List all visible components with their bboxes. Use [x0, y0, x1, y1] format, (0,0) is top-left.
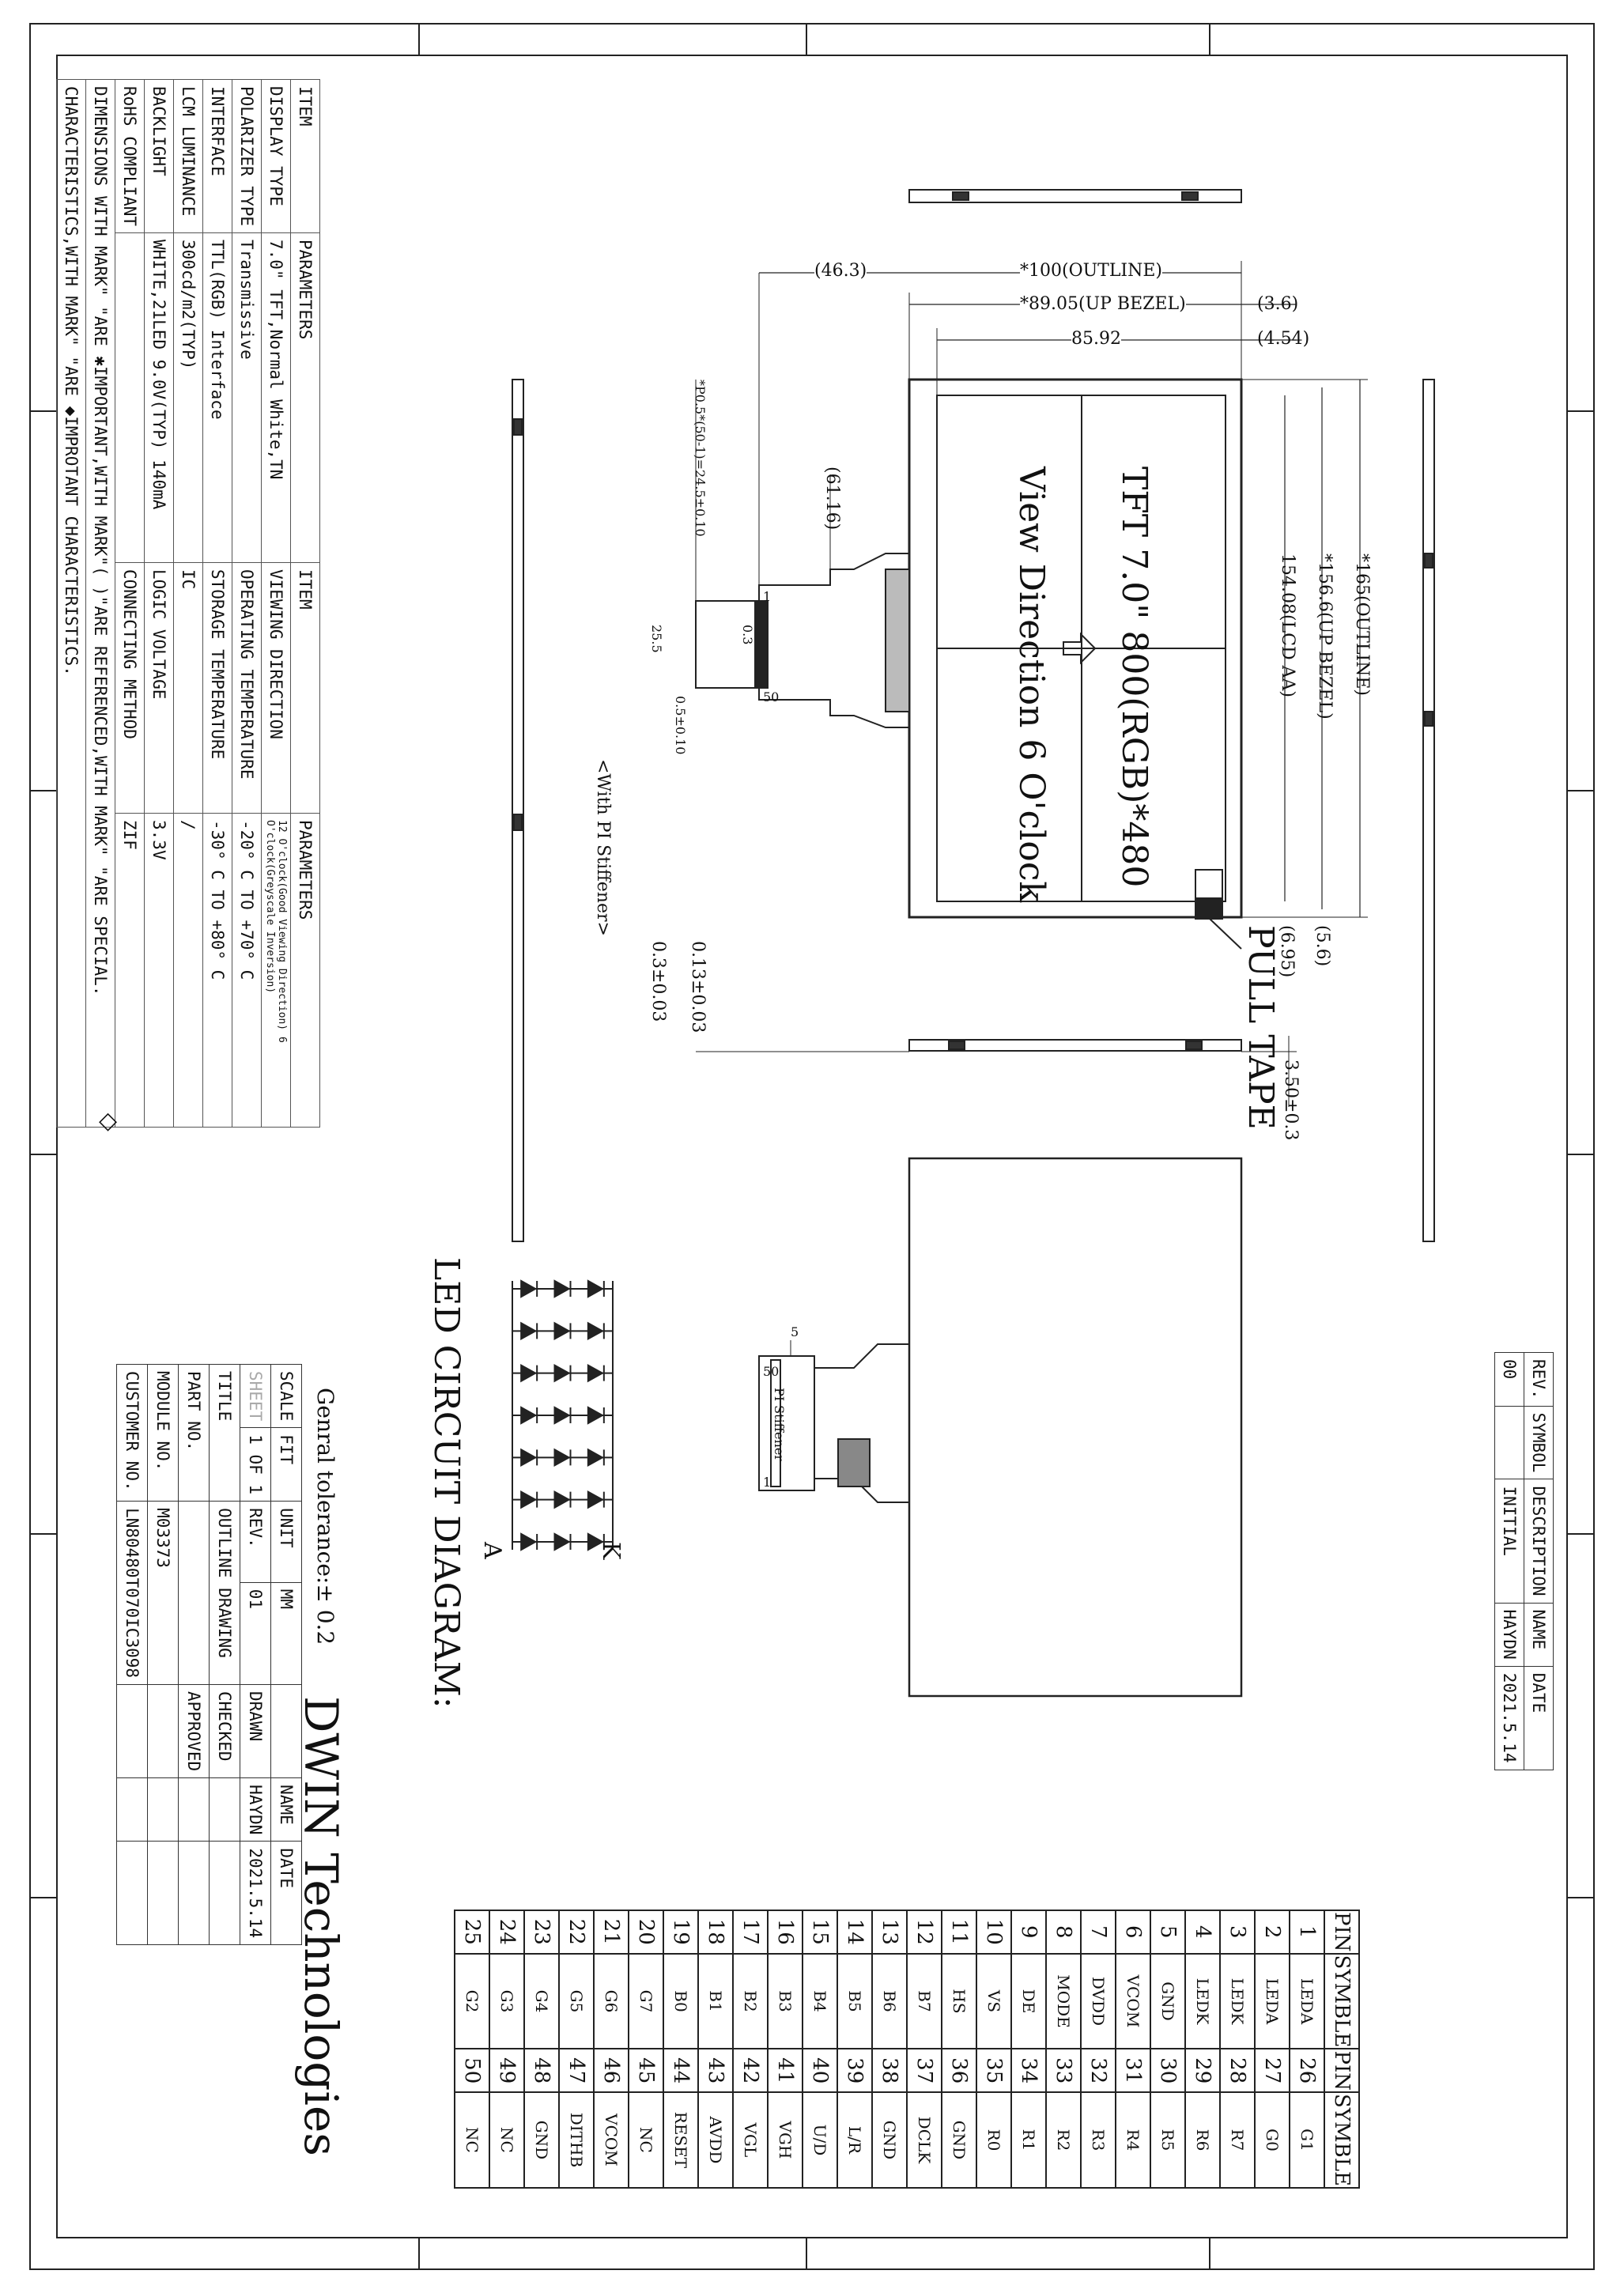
- side-view-strip-left: [512, 380, 523, 1241]
- revision-row: [1495, 1353, 1524, 1770]
- led-diode: [555, 1407, 571, 1423]
- stiffener-pin-1: 1: [763, 1475, 772, 1490]
- pin-symbol: LEDA: [1255, 1954, 1290, 2049]
- rev-h-name: NAME: [1524, 1603, 1554, 1666]
- led-diode: [588, 1366, 604, 1381]
- led-diode: [555, 1534, 571, 1550]
- pin-h-2: SYMBLE: [1324, 1954, 1359, 2049]
- checked-label: CHECKED: [210, 1685, 240, 1778]
- spec-cell: DISPLAY TYPE: [262, 80, 291, 233]
- spec-row: [232, 80, 262, 1128]
- pin-symbol: R4: [1116, 2092, 1150, 2188]
- part-label: PART NO.: [179, 1365, 210, 1502]
- pin-table: [454, 1910, 1360, 2189]
- pin-symbol: DITHB: [559, 2092, 594, 2188]
- spec-row: [145, 80, 174, 1128]
- blank: [117, 1778, 148, 1842]
- pin-number: 25: [455, 1910, 489, 1954]
- pin-symbol: R7: [1220, 2092, 1255, 2188]
- rev-label: REV.: [240, 1502, 271, 1583]
- sheet-label: SHEET: [240, 1365, 271, 1428]
- dim-fpc-0-5: 0.5±0.10: [673, 696, 688, 755]
- pin-number: 15: [803, 1910, 837, 1954]
- pin-symbol: MODE: [1046, 1954, 1081, 2049]
- title-value: OUTLINE DRAWING: [210, 1502, 240, 1685]
- led-diode: [555, 1281, 571, 1297]
- side-view-strip-right: [1423, 380, 1434, 1241]
- pin-number: 46: [594, 2049, 629, 2092]
- pin-number: 28: [1220, 2049, 1255, 2092]
- pin-number: 34: [1011, 2049, 1046, 2092]
- pin-number: 40: [803, 2049, 837, 2092]
- led-diode: [521, 1449, 537, 1465]
- pin-number: 42: [733, 2049, 768, 2092]
- title-row: [148, 1365, 179, 1945]
- pin-symbol: B2: [733, 1954, 768, 2049]
- spec-cell: POLARIZER TYPE: [232, 80, 262, 233]
- pin-row: [872, 1910, 907, 2188]
- pin-number: 33: [1046, 2049, 1081, 2092]
- special-mark-diamond: ◇: [99, 1107, 118, 1135]
- pin-number: 35: [976, 2049, 1011, 2092]
- pin-symbol: R2: [1046, 2092, 1081, 2188]
- pin-number: 17: [733, 1910, 768, 1954]
- spec-table-wrap: [56, 79, 320, 1128]
- pin-row: [489, 1910, 524, 2188]
- unit-label: UNIT: [271, 1502, 302, 1583]
- pin-symbol: B5: [837, 1954, 872, 2049]
- led-diode: [588, 1407, 604, 1423]
- pin-symbol: VS: [976, 1954, 1011, 2049]
- pull-tape-label: PULL TAPE: [1241, 925, 1281, 1130]
- spec-header-row: [291, 80, 320, 1128]
- spec-note-1: DIMENSIONS WITH MARK" "ARE ✱IMPORTANT,WITH MARK"( )"ARE REFERENCED,WITH MARK" "ARE SPECIAL.: [86, 80, 115, 1128]
- pin-symbol: LEDA: [1290, 1954, 1324, 2049]
- spec-h-item1: ITEM: [291, 80, 320, 233]
- pin-row: [1011, 1910, 1046, 2188]
- pin-symbol: LEDK: [1185, 1954, 1220, 2049]
- title-label: TITLE: [210, 1365, 240, 1502]
- pin-number: 38: [872, 2049, 907, 2092]
- spec-cell: IC: [174, 563, 203, 814]
- pin-number: 21: [594, 1910, 629, 1954]
- spec-cell: VIEWING DIRECTION: [262, 563, 291, 814]
- sheet-value: 1 OF 1: [240, 1428, 271, 1502]
- dim-outline-width: *100(OUTLINE): [1020, 261, 1163, 281]
- pin-row: [1150, 1910, 1185, 2188]
- spec-cell: OPERATING TEMPERATURE: [232, 563, 262, 814]
- pin-header: [1324, 1910, 1359, 2188]
- pin-row: [733, 1910, 768, 2188]
- dim-left-offset: (46.3): [814, 261, 867, 281]
- spec-cell: [115, 233, 145, 563]
- led-circuit-title: LED CIRCUIT DIAGRAM:: [426, 1257, 466, 1709]
- title-block-table: [116, 1364, 302, 1945]
- rev-cell: 2021.5.14: [1495, 1666, 1524, 1770]
- spec-cell: RoHS COMPLIANT: [115, 80, 145, 233]
- led-diode: [588, 1323, 604, 1339]
- fpc-pin-50-label: 50: [763, 689, 780, 705]
- spec-cell: 300cd/m2(TYP): [174, 233, 203, 563]
- pin-symbol: G0: [1255, 2092, 1290, 2188]
- pin-row: [1116, 1910, 1150, 2188]
- pin-row: [907, 1910, 942, 2188]
- pin-symbol: R1: [1011, 2092, 1046, 2188]
- pin-symbol: DE: [1011, 1954, 1046, 2049]
- dim-fpc-pitch: *P0.5*(50-1)=24.5±0.10: [693, 380, 708, 537]
- pin-number: 47: [559, 2049, 594, 2092]
- customer-label: CUSTOMER NO.: [117, 1365, 148, 1502]
- pin-number: 31: [1116, 2049, 1150, 2092]
- spec-note-row: [57, 80, 86, 1128]
- pin-number: 7: [1081, 1910, 1116, 1954]
- rev-h-symbol: SYMBOL: [1524, 1406, 1554, 1479]
- pin-row: [942, 1910, 976, 2188]
- pin-symbol: AVDD: [698, 2092, 733, 2188]
- pin-number: 16: [768, 1910, 803, 1954]
- title-row: [271, 1365, 302, 1945]
- drawn-date: 2021.5.14: [240, 1842, 271, 1945]
- stiffener-label: PI Stiffener: [772, 1388, 787, 1461]
- fpc-pin-1-label: 1: [763, 589, 772, 604]
- led-diode: [588, 1449, 604, 1465]
- pin-row: [1185, 1910, 1220, 2188]
- dim-bezel-width: *89.05(UP BEZEL): [1020, 294, 1186, 314]
- scale-label: SCALE: [271, 1365, 302, 1428]
- pin-symbol: B3: [768, 1954, 803, 2049]
- rev-cell: INITIAL: [1495, 1479, 1524, 1603]
- blank: [148, 1778, 179, 1842]
- dim-fpc-25-5: 25.5: [649, 625, 664, 653]
- blank: [148, 1842, 179, 1945]
- dim-fpc-length: (61.16): [822, 467, 842, 531]
- pull-tape-rect: [1195, 870, 1222, 898]
- pin-row: [629, 1910, 663, 2188]
- led-diagram: [512, 1281, 613, 1550]
- spec-row: [203, 80, 232, 1128]
- dim-right-3-6: (3.6): [1257, 294, 1299, 314]
- general-tolerance: Genral tolerance:± 0.2: [312, 1388, 338, 1645]
- name-header: NAME: [271, 1778, 302, 1842]
- pin-row: [698, 1910, 733, 2188]
- pin-table-wrap: [454, 1910, 1360, 2189]
- led-diode: [555, 1492, 571, 1508]
- customer-value: LN80480T070IC3098: [117, 1502, 148, 1685]
- pin-symbol: G5: [559, 1954, 594, 2049]
- pin-symbol: G7: [629, 1954, 663, 2049]
- stiffener-note: <With PI Stiffener>: [593, 759, 613, 936]
- led-cathode-label: K: [597, 1542, 625, 1560]
- pin-number: 20: [629, 1910, 663, 1954]
- blank: [117, 1842, 148, 1945]
- pin-row: [1220, 1910, 1255, 2188]
- pin-symbol: R6: [1185, 2092, 1220, 2188]
- pin-symbol: B7: [907, 1954, 942, 2049]
- pin-number: 36: [942, 2049, 976, 2092]
- spec-h-param1: PARAMETERS: [291, 233, 320, 563]
- pin-symbol: DCLK: [907, 2092, 942, 2188]
- pin-number: 24: [489, 1910, 524, 1954]
- pin-symbol: VCOM: [594, 2092, 629, 2188]
- title-row: [117, 1365, 148, 1945]
- pin-symbol: GND: [872, 2092, 907, 2188]
- panel-view-direction-text: View Direction 6 O'clock: [1011, 467, 1052, 903]
- pin-h-4: SYMBLE: [1324, 2092, 1359, 2188]
- pin-number: 6: [1116, 1910, 1150, 1954]
- led-diode: [521, 1407, 537, 1423]
- pin-number: 2: [1255, 1910, 1290, 1954]
- spec-cell: TTL(RGB) Interface: [203, 233, 232, 563]
- pin-symbol: B0: [663, 1954, 698, 2049]
- pin-number: 19: [663, 1910, 698, 1954]
- dim-thickness: 3.50±0.3: [1281, 1060, 1301, 1141]
- pin-symbol: G1: [1290, 2092, 1324, 2188]
- spec-row: [174, 80, 203, 1128]
- spec-cell: -20° C TO +70° C: [232, 814, 262, 1128]
- pin-number: 37: [907, 2049, 942, 2092]
- pin-symbol: GND: [942, 2092, 976, 2188]
- pin-number: 22: [559, 1910, 594, 1954]
- led-diode: [588, 1492, 604, 1508]
- pin-symbol: G3: [489, 1954, 524, 2049]
- pin-number: 10: [976, 1910, 1011, 1954]
- drawn-name: HAYDN: [240, 1778, 271, 1842]
- spec-cell: ZIF: [115, 814, 145, 1128]
- pin-symbol: G2: [455, 1954, 489, 2049]
- pin-number: 13: [872, 1910, 907, 1954]
- fpc-hatched-area: [886, 569, 909, 712]
- pin-row: [837, 1910, 872, 2188]
- pin-row: [594, 1910, 629, 2188]
- spec-cell: 7.0" TFT,Normal White,TN: [262, 233, 291, 563]
- pin-number: 5: [1150, 1910, 1185, 1954]
- pin-symbol: R3: [1081, 2092, 1116, 2188]
- spec-h-item2: ITEM: [291, 563, 320, 814]
- pin-number: 14: [837, 1910, 872, 1954]
- pin-number: 27: [1255, 2049, 1290, 2092]
- pin-number: 39: [837, 2049, 872, 2092]
- dim-right-4-54: (4.54): [1257, 329, 1310, 349]
- pin-row: [1290, 1910, 1324, 2188]
- pin-symbol: LEDK: [1220, 1954, 1255, 2049]
- spec-cell: STORAGE TEMPERATURE: [203, 563, 232, 814]
- pin-symbol: VGL: [733, 2092, 768, 2188]
- revision-header: [1524, 1353, 1554, 1770]
- pin-symbol: NC: [489, 2092, 524, 2188]
- dim-bezel-height: *156.6(UP BEZEL): [1315, 553, 1335, 720]
- pin-number: 44: [663, 2049, 698, 2092]
- pin-symbol: G4: [524, 1954, 559, 2049]
- stiffener-chip: [838, 1439, 870, 1486]
- pin-symbol: NC: [455, 2092, 489, 2188]
- rev-cell: 00: [1495, 1353, 1524, 1407]
- pin-row: [1255, 1910, 1290, 2188]
- spec-cell: CONNECTING METHOD: [115, 563, 145, 814]
- pin-symbol: B6: [872, 1954, 907, 2049]
- spec-table: [56, 79, 320, 1128]
- pin-symbol: G6: [594, 1954, 629, 2049]
- pin-symbol: VGH: [768, 2092, 803, 2188]
- pin-number: 9: [1011, 1910, 1046, 1954]
- spec-cell: LOGIC VOLTAGE: [145, 563, 174, 814]
- pin-row: [768, 1910, 803, 2188]
- pin-row: [455, 1910, 489, 2188]
- pin-symbol: HS: [942, 1954, 976, 2049]
- stiffener-dim-5: 5: [791, 1324, 799, 1339]
- module-label: MODULE NO.: [148, 1365, 179, 1502]
- module-value: M03373: [148, 1502, 179, 1685]
- pin-number: 30: [1150, 2049, 1185, 2092]
- pin-symbol: U/D: [803, 2092, 837, 2188]
- blank: [148, 1685, 179, 1778]
- stiffener-pin-50: 50: [763, 1364, 780, 1379]
- pin-symbol: B1: [698, 1954, 733, 2049]
- pin-symbol: GND: [524, 2092, 559, 2188]
- rev-value: 01: [240, 1582, 271, 1684]
- pin-number: 1: [1290, 1910, 1324, 1954]
- title-row: [240, 1365, 271, 1945]
- pin-number: 43: [698, 2049, 733, 2092]
- pin-symbol: DVDD: [1081, 1954, 1116, 2049]
- led-diode: [555, 1449, 571, 1465]
- dim-aa-height: 154.08(LCD AA): [1278, 553, 1297, 697]
- pin-number: 29: [1185, 2049, 1220, 2092]
- approved-label: APPROVED: [179, 1685, 210, 1778]
- part-value: [179, 1502, 210, 1685]
- back-panel: [909, 1158, 1241, 1696]
- pin-number: 12: [907, 1910, 942, 1954]
- dim-fpc-thickness-1: 0.13±0.03: [688, 941, 708, 1033]
- pin-number: 45: [629, 2049, 663, 2092]
- led-anode-label: A: [478, 1542, 506, 1559]
- drawn-label: DRAWN: [240, 1685, 271, 1778]
- spec-h-param2: PARAMETERS: [291, 814, 320, 1128]
- pin-number: 3: [1220, 1910, 1255, 1954]
- rev-h-desc: DESCRIPTION: [1524, 1479, 1554, 1603]
- spec-cell: Transmissive: [232, 233, 262, 563]
- dim-outline-height: *165(OUTLINE): [1352, 553, 1372, 697]
- blank: [179, 1778, 210, 1842]
- pin-h-3: PIN: [1324, 2049, 1359, 2092]
- revision-block-wrap: [1494, 1352, 1554, 1770]
- unit-value: MM: [271, 1582, 302, 1684]
- fpc-tail-contacts: [755, 601, 768, 688]
- pin-symbol: RESET: [663, 2092, 698, 2188]
- pin-symbol: B4: [803, 1954, 837, 2049]
- title-row: [179, 1365, 210, 1945]
- panel-resolution-text: TFT 7.0" 800(RGB)*480: [1114, 467, 1154, 888]
- pin-number: 18: [698, 1910, 733, 1954]
- blank: [271, 1685, 302, 1778]
- spec-cell: 12 O'clock(Good Viewing Direction) 6 O'clock(Greyscale Inversion): [262, 814, 291, 1128]
- spec-cell: 3.3V: [145, 814, 174, 1128]
- company-name: DWIN Technologies: [294, 1696, 348, 2157]
- pin-number: 41: [768, 2049, 803, 2092]
- pin-row: [663, 1910, 698, 2188]
- led-diode: [588, 1281, 604, 1297]
- pin-number: 32: [1081, 2049, 1116, 2092]
- pin-row: [1046, 1910, 1081, 2188]
- spec-note-row: [86, 80, 115, 1128]
- pin-row: [803, 1910, 837, 2188]
- spec-cell: -30° C TO +80° C: [203, 814, 232, 1128]
- pin-number: 26: [1290, 2049, 1324, 2092]
- led-diode: [555, 1366, 571, 1381]
- pin-row: [524, 1910, 559, 2188]
- pin-symbol: L/R: [837, 2092, 872, 2188]
- spec-cell: LCM LUMINANCE: [174, 80, 203, 233]
- pin-number: 49: [489, 2049, 524, 2092]
- pin-number: 23: [524, 1910, 559, 1954]
- revision-table: [1494, 1352, 1554, 1770]
- led-diode: [521, 1492, 537, 1508]
- date-header: DATE: [271, 1842, 302, 1945]
- spec-note-2: CHARACTERISTICS,WITH MARK" "ARE ◆IMPROTANT CHARACTERISTICS.: [57, 80, 86, 1128]
- led-diode: [555, 1323, 571, 1339]
- pin-number: 4: [1185, 1910, 1220, 1954]
- dim-aa-width: 85.92: [1071, 329, 1121, 349]
- rev-cell: HAYDN: [1495, 1603, 1524, 1666]
- pin-number: 48: [524, 2049, 559, 2092]
- led-diode: [521, 1281, 537, 1297]
- dim-fpc-thickness-2: 0.3±0.03: [648, 941, 668, 1022]
- led-diode: [521, 1366, 537, 1381]
- dim-bottom-5-6: (5.6): [1312, 925, 1332, 967]
- pin-h-1: PIN: [1324, 1910, 1359, 1954]
- rev-h-date: DATE: [1524, 1666, 1554, 1770]
- spec-cell: BACKLIGHT: [145, 80, 174, 233]
- pin-row: [559, 1910, 594, 2188]
- pin-symbol: NC: [629, 2092, 663, 2188]
- pin-symbol: R0: [976, 2092, 1011, 2188]
- rev-h-rev: REV.: [1524, 1353, 1554, 1407]
- spec-cell: WHITE,21LED 9.0V(TYP) 140mA: [145, 233, 174, 563]
- spec-cell: /: [174, 814, 203, 1128]
- spec-cell: INTERFACE: [203, 80, 232, 233]
- pin-row: [976, 1910, 1011, 2188]
- pin-number: 11: [942, 1910, 976, 1954]
- pin-row: [1081, 1910, 1116, 2188]
- spec-row: [115, 80, 145, 1128]
- pin-number: 8: [1046, 1910, 1081, 1954]
- pin-symbol: R5: [1150, 2092, 1185, 2188]
- led-diode: [521, 1534, 537, 1550]
- scale-value: FIT: [271, 1428, 302, 1502]
- title-row: [210, 1365, 240, 1945]
- spec-row: [262, 80, 291, 1128]
- pin-number: 50: [455, 2049, 489, 2092]
- pin-symbol: GND: [1150, 1954, 1185, 2049]
- dim-bottom-6-95: (6.95): [1277, 925, 1297, 978]
- blank: [179, 1842, 210, 1945]
- rev-cell: [1495, 1406, 1524, 1479]
- pin-symbol: VCOM: [1116, 1954, 1150, 2049]
- blank: [210, 1778, 240, 1842]
- blank: [117, 1685, 148, 1778]
- led-diode: [521, 1323, 537, 1339]
- blank: [210, 1842, 240, 1945]
- dim-fpc-0-3: 0.3: [740, 625, 755, 645]
